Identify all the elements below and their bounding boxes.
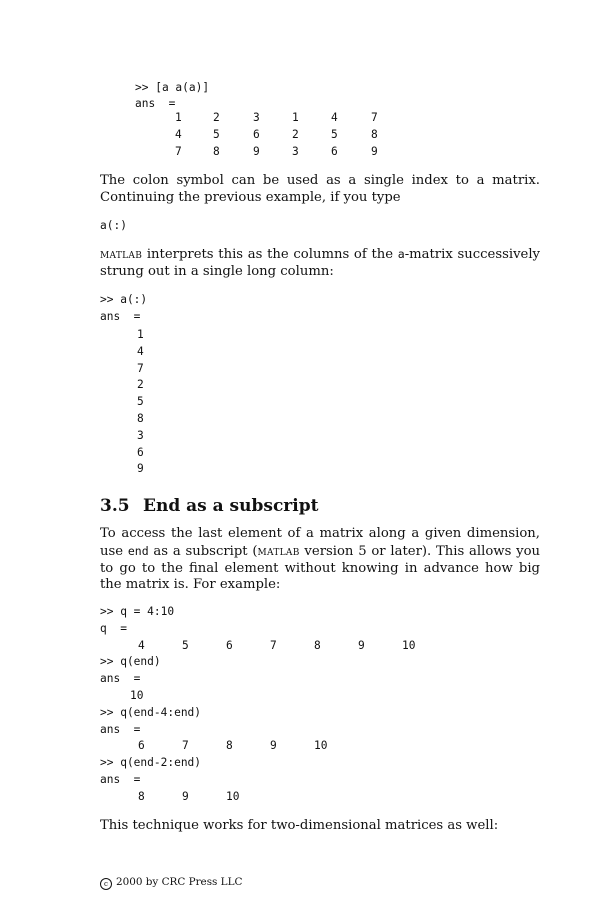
matrix-cell: 3 (292, 144, 299, 158)
copyright-icon: c (100, 878, 112, 890)
matrix-cell: 9 (371, 144, 378, 158)
code-prompt: >> q(end) (100, 655, 161, 669)
para3-start: To access the last element of a matrix along a given dimension, use (100, 526, 540, 559)
code-result-label: ans = (100, 722, 141, 736)
matrix-cell: 4 (175, 127, 182, 141)
result-value: 10 (314, 739, 328, 753)
code-result-row (100, 789, 240, 806)
column-value: 7 (137, 361, 144, 375)
section-number: 3.5 (100, 496, 130, 516)
code-prompt: >> q = 4:10 (100, 605, 175, 618)
para2-mid: interprets this as the columns of the (142, 247, 398, 262)
paragraph-two-dimensional: This technique works for two-dimensional matrices as well: (100, 818, 499, 833)
result-value: 6 (138, 739, 145, 753)
code-colon-example: a(:) (100, 219, 127, 232)
column-value: 4 (137, 344, 144, 358)
paragraph-colon-explanation (100, 246, 540, 281)
result-value: 9 (358, 638, 365, 652)
code-prompt: >> q(end-2:end) (100, 756, 202, 770)
result-value: 8 (138, 789, 145, 803)
matrix-cell: 3 (253, 111, 260, 124)
para3-mid: as a subscript ( (148, 543, 258, 559)
colon-code-values (137, 327, 144, 478)
colon-code-ans-label: ans = (100, 310, 141, 323)
result-value: 10 (226, 789, 240, 803)
code-result-row (100, 738, 328, 755)
code-prompt: >> q(end-4:end) (100, 705, 202, 719)
matrix-cell: 7 (175, 144, 182, 158)
code-result-label: ans = (100, 672, 141, 686)
result-value: 9 (182, 789, 189, 803)
section-title: End as a subscript (143, 496, 319, 516)
matlab-term: matlab (257, 542, 300, 558)
result-value: 9 (270, 739, 277, 753)
matrix-cell: 2 (213, 111, 220, 124)
column-value: 6 (137, 445, 144, 459)
matrix-cell: 5 (331, 127, 338, 141)
result-value: 7 (270, 638, 277, 652)
top-code-ans-label: ans = (135, 97, 176, 110)
code-result-label: q = (100, 621, 127, 635)
result-value: 5 (182, 638, 189, 652)
matrix-cell: 8 (371, 127, 378, 141)
column-value: 8 (137, 411, 144, 425)
copyright-text: 2000 by CRC Press LLC (116, 876, 243, 888)
para2-tail: -matrix successively strung out in a single long column: (100, 247, 540, 279)
matrix-cell: 2 (292, 127, 299, 141)
result-value: 8 (226, 739, 233, 753)
matrix-cell: 1 (175, 111, 182, 124)
section-heading (100, 496, 318, 516)
code-result-label: ans = (100, 772, 141, 786)
result-value: 8 (314, 638, 321, 652)
result-value: 10 (130, 688, 144, 702)
column-value: 1 (137, 328, 144, 341)
copyright-footer (100, 876, 242, 890)
matlab-term: matlab (100, 246, 143, 261)
para2-code: a (397, 247, 405, 261)
para3-code: end (127, 543, 149, 558)
column-value: 2 (137, 378, 144, 392)
matrix-cell: 6 (331, 144, 338, 158)
column-value: 5 (137, 395, 144, 409)
code-result-row (100, 638, 416, 655)
para3-tail: version 5 or later). This allows you to go to the final element without knowing in advance how big the matrix is. For example: (100, 543, 541, 593)
matrix-cell: 1 (292, 111, 299, 124)
code-result-row (100, 688, 201, 705)
end-code-block (100, 604, 416, 806)
result-value: 4 (138, 638, 145, 652)
matrix-cell: 5 (213, 127, 220, 141)
paragraph-colon-intro: The colon symbol can be used as a single index to a matrix. Continuing the previous example, if you type (100, 173, 540, 205)
matrix-cell: 4 (331, 111, 338, 124)
matrix-cell: 8 (213, 144, 220, 158)
column-value: 9 (137, 462, 144, 476)
matrix-cell: 7 (371, 111, 378, 124)
result-value: 7 (182, 739, 189, 753)
result-value: 10 (402, 638, 416, 652)
paragraph-end-subscript (100, 526, 540, 594)
result-value: 6 (226, 638, 233, 652)
top-code-prompt: >> [a a(a)] (135, 81, 210, 94)
colon-code-prompt: >> a(:) (100, 293, 148, 306)
column-value: 3 (137, 428, 144, 442)
matrix-cell: 9 (253, 144, 260, 158)
matrix-cell: 6 (253, 127, 260, 141)
